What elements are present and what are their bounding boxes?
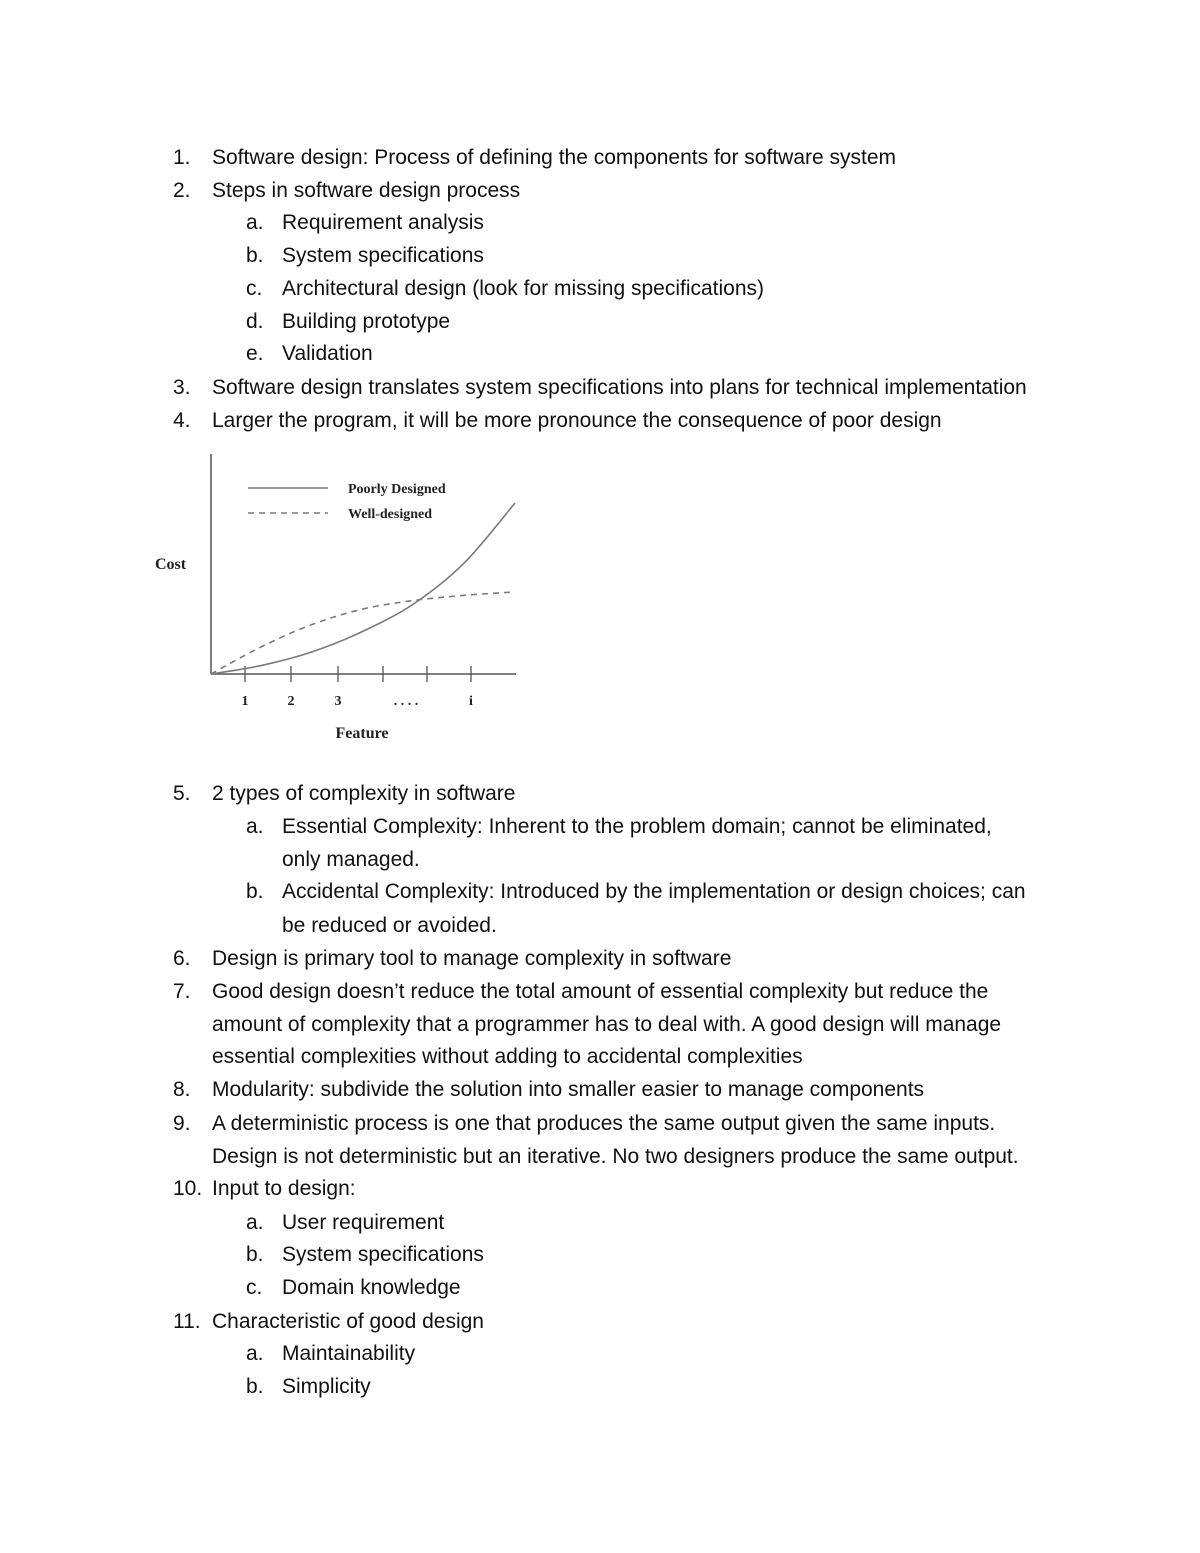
sublist-item-text: Validation [282, 342, 373, 365]
sublist-item-text: Accidental Complexity: Introduced by the implementation or design choices; can [282, 880, 1026, 903]
list-item-text: essential complexities without adding to accidental complexities [212, 1045, 803, 1068]
sublist-letter: e. [246, 342, 264, 365]
sublist-letter: b. [246, 244, 264, 267]
list-item-text: 2 types of complexity in software [212, 782, 516, 805]
x-tick-label: 1 [241, 694, 249, 709]
list-number: 1. [173, 146, 191, 169]
sublist-letter: b. [246, 1243, 264, 1266]
list-item-text: amount of complexity that a programmer has to deal with. A good design will manage [212, 1013, 1002, 1036]
sublist-item-text: Essential Complexity: Inherent to the problem domain; cannot be eliminated, [282, 815, 992, 838]
x-tick-label: 3 [334, 694, 342, 709]
list-item-text: Larger the program, it will be more pronounce the consequence of poor design [212, 409, 942, 432]
sublist-item-text: Requirement analysis [282, 211, 484, 234]
list-item-text: Steps in software design process [212, 179, 521, 202]
sublist-item-text: Architectural design (look for missing specifications) [282, 277, 765, 300]
list-item-text: Characteristic of good design [212, 1310, 484, 1333]
list-number: 4. [173, 409, 191, 432]
sublist-letter: a. [246, 1211, 264, 1234]
x-axis-label: Feature [335, 725, 389, 742]
sublist-item-text: Domain knowledge [282, 1276, 461, 1299]
list-item-text: Software design: Process of defining the components for software system [212, 146, 897, 169]
sublist-letter: b. [246, 880, 264, 903]
list-item-text: Software design translates system specifications into plans for technical implementation [212, 376, 1027, 399]
sublist-item-text: Building prototype [282, 310, 451, 333]
sublist-letter: d. [246, 310, 264, 333]
list-number: 8. [173, 1078, 191, 1101]
sublist-letter: c. [246, 277, 263, 300]
legend-label-well-designed: Well-designed [348, 507, 433, 522]
series-line-poorly-designed [211, 503, 515, 674]
sublist-item-text: System specifications [282, 244, 484, 267]
list-number: 2. [173, 179, 191, 202]
list-item-text: Modularity: subdivide the solution into smaller easier to manage components [212, 1078, 925, 1101]
y-axis-label: Cost [155, 556, 187, 573]
list-number: 11. [173, 1310, 201, 1333]
list-item-text: A deterministic process is one that produces the same output given the same inputs. [212, 1112, 996, 1135]
sublist-item-text: System specifications [282, 1243, 484, 1266]
cost-feature-chart [148, 448, 528, 748]
list-item-text: Input to design: [212, 1177, 356, 1200]
x-tick-label: 2 [287, 694, 295, 709]
sublist-item-text: be reduced or avoided. [282, 914, 497, 937]
sublist-letter: a. [246, 211, 264, 234]
sublist-letter: a. [246, 815, 264, 838]
list-item-text: Design is not deterministic but an iterative. No two designers produce the same output. [212, 1145, 1019, 1168]
list-number: 10. [173, 1177, 203, 1200]
legend-label-poorly-designed: Poorly Designed [348, 482, 446, 497]
list-item-text: Good design doesn’t reduce the total amount of essential complexity but reduce the [212, 980, 989, 1003]
sublist-item-text: Simplicity [282, 1375, 371, 1398]
sublist-letter: b. [246, 1375, 264, 1398]
series-line-well-designed [211, 592, 515, 674]
sublist-item-text: User requirement [282, 1211, 445, 1234]
sublist-item-text: only managed. [282, 848, 420, 871]
list-number: 3. [173, 376, 191, 399]
list-number: 5. [173, 782, 191, 805]
list-number: 7. [173, 980, 191, 1003]
list-item-text: Design is primary tool to manage complexity in software [212, 947, 732, 970]
list-number: 9. [173, 1112, 191, 1135]
x-tick-label: . . . . [393, 694, 419, 709]
list-number: 6. [173, 947, 191, 970]
sublist-letter: c. [246, 1276, 263, 1299]
sublist-letter: a. [246, 1342, 264, 1365]
x-tick-label: i [469, 694, 473, 709]
sublist-item-text: Maintainability [282, 1342, 416, 1365]
